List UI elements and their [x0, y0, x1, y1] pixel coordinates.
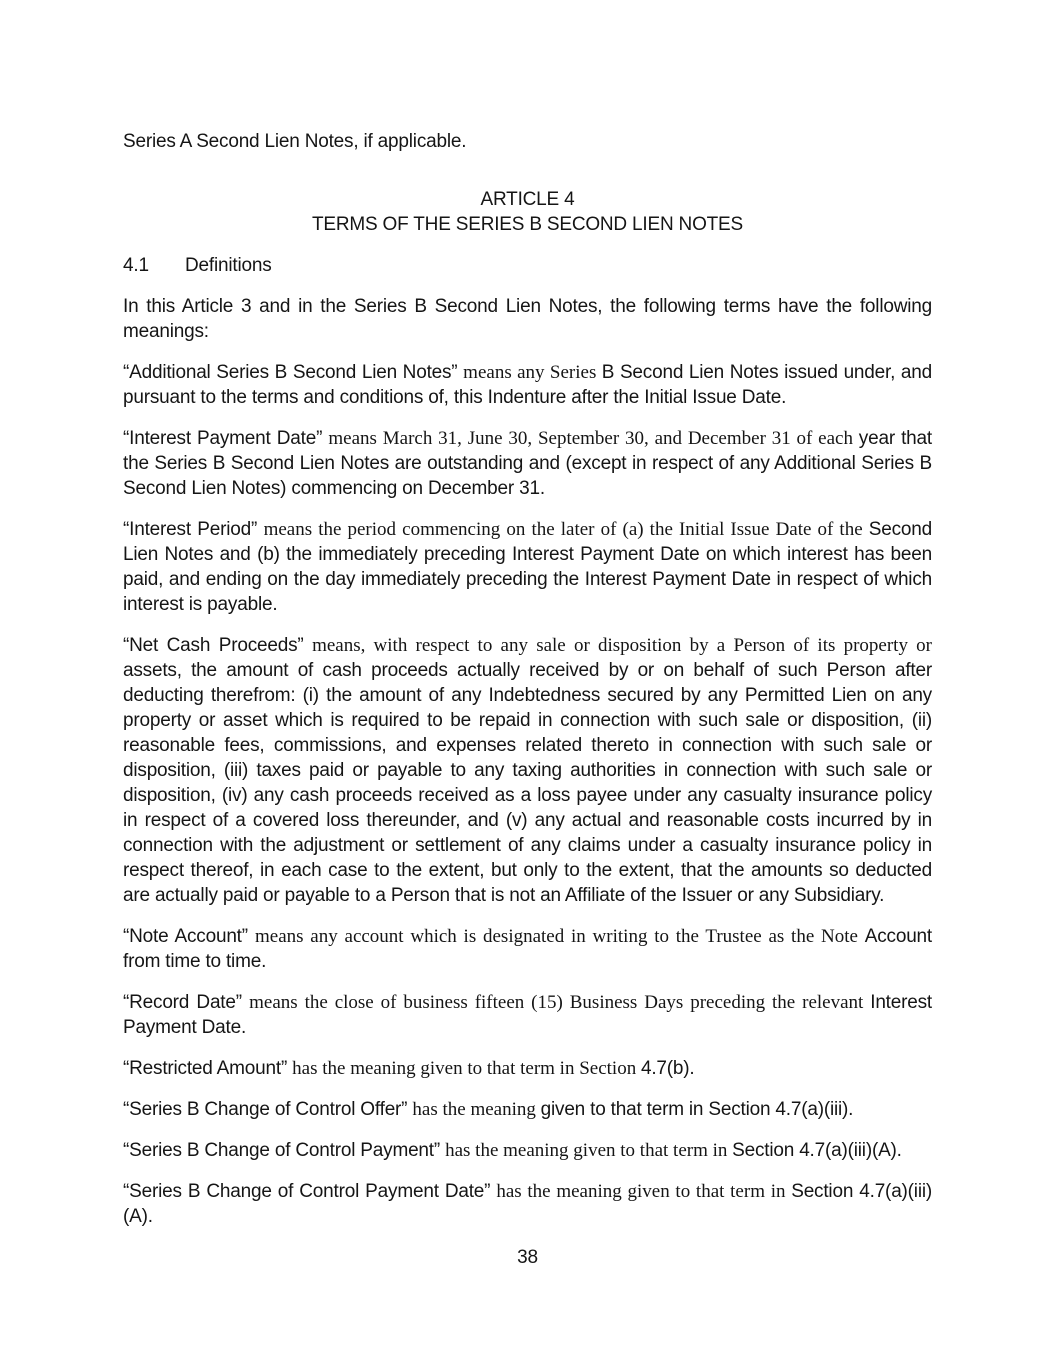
text-run-sans: “Interest Period”: [123, 519, 264, 540]
text-run-sans: Section 4.7(a)(iii)(A).: [732, 1140, 902, 1161]
text-run-serif: has the meaning given to that term in: [496, 1181, 792, 1202]
article-heading: [123, 187, 932, 237]
definition-paragraph: [123, 1179, 932, 1229]
definition-paragraph: [123, 294, 932, 344]
definitions-body: [123, 294, 932, 1229]
text-run-serif: means any account which is designated in writing to the Trustee as the Note: [255, 926, 865, 947]
text-run-sans: “Series B Change of Control Payment”: [123, 1140, 446, 1161]
text-run-sans: given to that term in Section 4.7(a)(iii).: [540, 1099, 854, 1120]
text-run-sans: “Net Cash Proceeds”: [123, 635, 313, 656]
definition-paragraph: [123, 633, 932, 908]
text-run-sans: “Note Account”: [123, 926, 255, 947]
section-heading: [123, 253, 932, 278]
page-number: 38: [517, 1247, 538, 1268]
article-title: ARTICLE 4: [480, 189, 575, 210]
definition-paragraph: [123, 1097, 932, 1122]
text-run-sans: Second Lien Notes and (b) the immediately preceding Interest Payment Date on which interest has been paid, and ending on the day immediately preceding the Interest Payment Date in respect of which interest is payable.: [123, 519, 932, 615]
section-title: Definitions: [185, 255, 272, 276]
text-run-serif: has the meaning given to that term in: [445, 1140, 733, 1161]
text-run-serif: means, with respect to any sale or disposition by a Person of its property or: [312, 635, 932, 656]
text-run-serif: means any Series: [463, 362, 602, 383]
text-run-sans: “Series B Change of Control Payment Date”: [123, 1181, 497, 1202]
text-run-sans: Section 4.7(a)(iii)(A).: [123, 1181, 933, 1227]
definition-paragraph: [123, 990, 932, 1040]
definition-paragraph: [123, 517, 932, 617]
continuation-text: Series A Second Lien Notes, if applicable.: [123, 131, 467, 152]
definition-paragraph: [123, 426, 932, 501]
text-run-sans: In this Article 3 and in the Series B Second Lien Notes, the following terms have the following meanings:: [123, 296, 932, 342]
text-run-serif: has the meaning given to that term in Section: [292, 1058, 641, 1079]
text-run-sans: Interest Payment Date.: [123, 992, 932, 1038]
text-run-sans: “Restricted Amount”: [123, 1058, 293, 1079]
text-run-serif: means March 31, June 30, September 30, and December 31 of each: [328, 428, 859, 449]
definition-paragraph: [123, 924, 932, 974]
text-run-sans: “Additional Series B Second Lien Notes”: [123, 362, 464, 383]
text-run-sans: “Record Date”: [123, 992, 250, 1013]
text-run-sans: “Series B Change of Control Offer”: [123, 1099, 413, 1120]
text-run-sans: year that the Series B Second Lien Notes are outstanding and (except in respect of any Additional Series B Second Lien Notes) commencing on December 31.: [123, 428, 932, 499]
section-number: 4.1: [123, 255, 149, 276]
definition-paragraph: [123, 1056, 932, 1081]
text-run-sans: B Second Lien Notes issued under, and pursuant to the terms and conditions of, this Indenture after the Initial Issue Date.: [123, 362, 933, 408]
text-run-sans: 4.7(b).: [640, 1058, 695, 1079]
text-run-serif: has the meaning: [412, 1099, 541, 1120]
article-subtitle: TERMS OF THE SERIES B SECOND LIEN NOTES: [311, 214, 744, 235]
text-run-serif: means the close of business fifteen (15) Business Days preceding the relevant: [249, 992, 871, 1013]
definition-paragraph: [123, 360, 932, 410]
text-run-serif: means the period commencing on the later of (a) the Initial Issue Date of the: [263, 519, 869, 540]
text-run-sans: assets, the amount of cash proceeds actually received by or on behalf of such Person after deducting therefrom: (i) the amount of any Indebtedness secured by any Permitted Lien on any property or asset which is required to be repaid in connection with such sale or disposition, (ii) reasonable fees, commissions, and expenses related thereto in connection with such sale or disposition, (iii) taxes paid or payable to any taxing authorities in connection with such sale or disposition, (iv) any cash proceeds received as a loss payee under any casualty insurance policy in respect of a covered loss thereunder, and (v) any actual and reasonable costs incurred by in connection with the adjustment or settlement of any claims under a casualty insurance policy in respect thereof, in each case to the extent, but only to the extent, that the amounts so deducted are actually paid or payable to a Person that is not an Affiliate of the Issuer or any Subsidiary.: [123, 660, 932, 906]
text-run-sans: Account from time to time.: [123, 926, 933, 972]
definition-paragraph: [123, 1138, 932, 1163]
text-run-sans: “Interest Payment Date”: [123, 428, 329, 449]
